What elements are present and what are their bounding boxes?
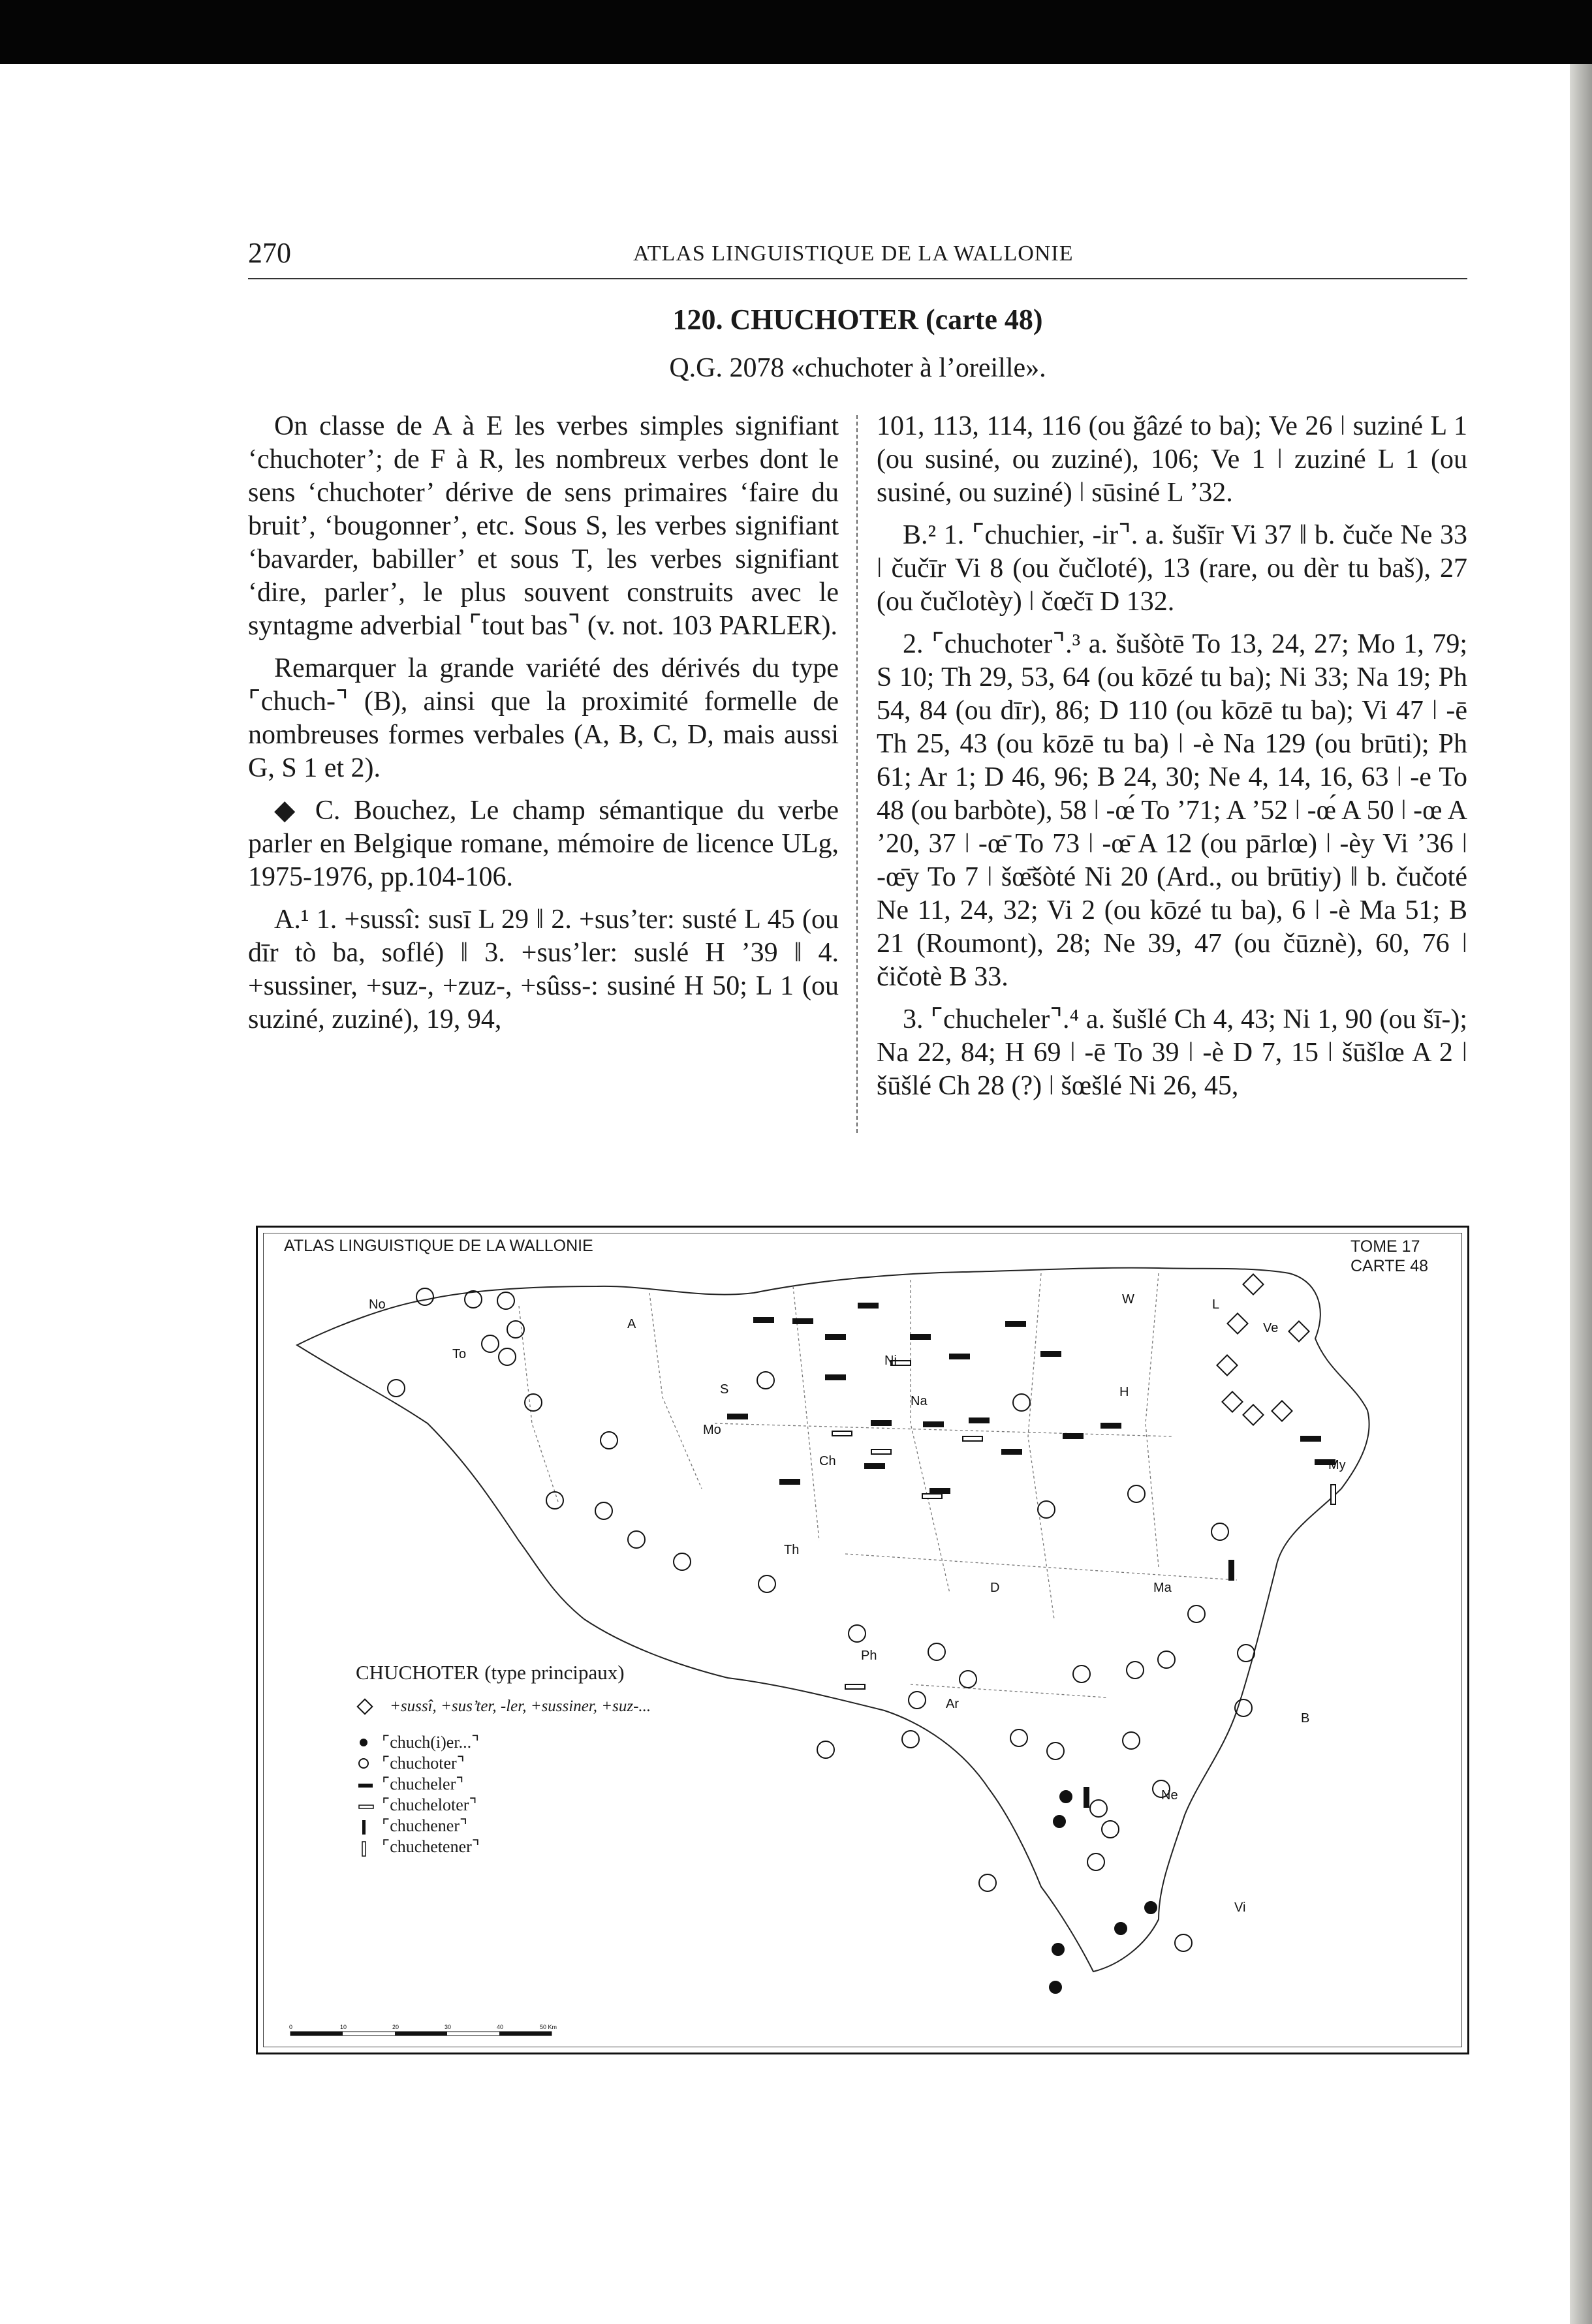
chuchoter-symbol [817,1741,834,1758]
paragraph: ◆ C. Bouchez, Le champ sémantique du verbe parler en Belgique romane, mémoire de licence ULg, 1975-1976, pp.104-106. [248,796,839,892]
chuchoter-symbol [1102,1821,1119,1838]
chucheler-symbol [1041,1352,1061,1356]
chuchoter-symbol [757,1372,774,1389]
chuch-ier-symbol [1054,1816,1065,1827]
chuchoter-symbol [849,1625,866,1642]
dialect-map [256,1226,1469,2054]
chuchoter-symbol [1188,1605,1205,1622]
legend-label: ⌜chuchetener⌝ [382,1837,480,1856]
region-label: Ni [884,1354,897,1368]
chuchener-symbol [1084,1788,1089,1807]
legend-label: ⌜chucheler⌝ [382,1774,464,1793]
chuch-ier-symbol [1052,1944,1064,1955]
chuchoter-symbol [465,1291,482,1308]
paragraph: Remarquer la grande variété des dérivés du type ⌜chuch-⌝ (B), ainsi que la proximité formelle de nombreuses formes verbales (A, B, C, D, mais aussi G, S 1 et 2). [248,653,839,783]
scale-tick-label: 40 [497,2024,504,2030]
chuchoter-symbol [1123,1732,1140,1749]
legend-item [356,1754,651,1774]
chuchoter-symbol [525,1394,542,1411]
scan-top-band [0,0,1592,64]
legend-label: ⌜chuchoter⌝ [382,1754,465,1773]
paragraph: A.¹ 1. +sussî: susī L 29 ‖ 2. +sus’ter: susté L 45 (ou dīr tò ba, soflé) ‖ 3. +sus’ler: suslé H ’39 ‖ 4. +sussiner, +suz-, +zuz-, +sûss-: susiné H 50; L 1 (ou suziné, zuziné), 19, 94, [248,905,839,1034]
map-scale-bar [288,2022,562,2041]
vertical-bar-icon [358,1820,373,1837]
chuchoter-symbol [1158,1651,1175,1668]
chucheloter-symbol [963,1436,982,1441]
sussi-diamond-symbol [1243,1274,1263,1294]
chuchoter-symbol [1087,1853,1104,1870]
chuchoter-symbol [1128,1485,1145,1502]
carte-label: CARTE 48 [1350,1257,1428,1275]
column-separator [856,415,858,1133]
chuchoter-symbol [979,1874,996,1891]
region-label: Th [784,1543,800,1557]
open-bar-icon [358,1799,375,1814]
sussi-diamond-symbol [1272,1401,1292,1421]
region-label: Ph [861,1649,877,1663]
chuchoter-symbol [902,1731,919,1748]
chuchoter-symbol [758,1575,775,1592]
region-label: My [1328,1458,1346,1472]
region-label: W [1122,1292,1134,1307]
legend-label: +sussî, +sus’ter, -ler, +sussiner, +suz-... [390,1697,651,1715]
legend-item [356,1837,651,1858]
chuchener-symbol [1229,1560,1234,1580]
legend-item [356,1816,651,1837]
chuch-ier-symbol [1060,1791,1072,1803]
region-label: Mo [703,1423,721,1437]
chucheler-symbol [1301,1436,1320,1441]
article-title: 120. CHUCHOTER (carte 48) [672,303,1043,335]
chuch-ier-symbol [1050,1981,1061,1993]
chucheler-symbol [865,1464,884,1468]
legend-title: CHUCHOTER (type principaux) [356,1661,625,1684]
open-circle-icon [358,1758,373,1772]
chuchoter-symbol [909,1692,926,1709]
chuchoter-symbol [507,1321,524,1338]
legend-label: ⌜chuchener⌝ [382,1816,468,1835]
chuchoter-symbol [595,1502,612,1519]
scale-tick-label: 50 Km [540,2024,557,2030]
chuchoter-symbol [546,1492,563,1509]
region-label: Ve [1263,1321,1279,1335]
chuch-ier-symbol [1145,1902,1157,1913]
chuchoter-symbol [1073,1666,1090,1682]
chucheler-symbol [911,1335,930,1339]
thick-bar-icon [358,1778,375,1793]
chucheler-symbol [826,1335,845,1339]
chucheler-symbol [950,1354,969,1359]
chuchoter-symbol [1038,1501,1055,1518]
region-label: Ne [1161,1788,1178,1803]
chucheler-symbol [1063,1434,1083,1438]
region-label: Ma [1153,1581,1172,1595]
legend-item [356,1697,651,1718]
chucheler-symbol [793,1319,813,1324]
question-reference: Q.G. 2078 «chuchoter à l’oreille». [669,353,1046,383]
scale-tick-label: 10 [340,2024,347,2030]
chuchoter-symbol [1238,1645,1255,1662]
region-label: S [720,1382,729,1397]
page-number: 270 [248,237,291,269]
chucheloter-symbol [845,1684,865,1689]
wallonia-outline [297,1268,1369,1972]
region-label: A [627,1317,636,1331]
region-label: B [1301,1711,1310,1726]
right-column [877,410,1467,1112]
region-label: Vi [1234,1900,1246,1915]
map-drawing [258,1228,1467,2053]
region-label: L [1212,1297,1220,1312]
chuchoter-symbol [601,1432,617,1449]
paragraph: 2. ⌜chuchoter⌝.³ a. šušòtē To 13, 24, 27; Mo 1, 79; S 10; Th 29, 53, 64 (ou kōzé tu ba); Ni 33; Na 19; Ph 54, 84 (ou dīr), 86; D 110 (ou kōzē tu ba); Vi 47 ǀ -ē Th 25, 43 (ou kōzē tu ba) ǀ -è Na 129 (ou brūti); Ph 61; Ar 1; D 46, 96; B 24, 30; Ne 4, 14, 16, 63 ǀ -e To 48 (ou barbòte), 58 ǀ -œ́ To ’71; A ’52 ǀ -œ́ A 50 ǀ -œ A ’20, 37 ǀ -œ̄ To 73 ǀ -œ̄ A 12 (ou pārlœ) ǀ -èy Vi ’36 ǀ -œ̄y To 7 ǀ šœ̄šòté Ni 20 (Ard., ou brūtiy) ‖ b. čučoté Ne 11, 24, 32; Vi 2 (ou kōzé tu ba), 6 ǀ -è Ma 51; B 21 (Roumont), 28; Ne 39, 47 (ou čūznè), 60, 76 ǀ čičotè B 33. [877,629,1467,992]
chucheler-symbol [858,1303,878,1308]
internal-boundaries [519,1273,1237,1697]
chuchoter-symbol [416,1288,433,1305]
chuchoter-symbol [1010,1729,1027,1746]
page-edge-shadow [1570,64,1592,2324]
sussi-diamond-symbol [1217,1355,1237,1375]
chucheler-symbol [728,1414,747,1419]
region-label: Ch [819,1454,836,1468]
region-label: H [1119,1385,1129,1399]
open-vertical-bar-icon [358,1841,373,1858]
chucheloter-symbol [922,1494,942,1498]
chuchoter-symbol [388,1380,405,1397]
running-header [248,236,1467,273]
sussi-diamond-symbol [1222,1391,1242,1412]
chuch-ier-symbol [1115,1923,1127,1934]
legend-item [356,1733,651,1754]
chuchoter-symbol [960,1671,976,1688]
map-legend [356,1661,651,1858]
diamond-icon [356,1697,374,1716]
legend-item [356,1795,651,1816]
left-column [248,410,839,1046]
paragraph: 3. ⌜chucheler⌝.⁴ a. šušlé Ch 4, 43; Ni 1, 90 (ou šī-); Na 22, 84; H 69 ǀ -ē To 39 ǀ -è D 7, 15 ǀ šūšlœ A 2 ǀ šūšlé Ch 28 (?) ǀ šœšlé Ni 26, 45, [877,1004,1467,1101]
tome-label: TOME 17 [1350,1237,1420,1256]
running-title: ATLAS LINGUISTIQUE DE LA WALLONIE [633,241,1074,266]
region-label: D [990,1581,1000,1595]
chucheler-symbol [1101,1423,1121,1428]
region-label: To [452,1347,467,1361]
map-symbols [388,1274,1335,1993]
legend-label: ⌜chuch(i)er...⌝ [382,1733,480,1752]
chucheler-symbol [1006,1322,1025,1326]
chuchoter-symbol [1047,1743,1064,1759]
chuchoter-symbol [928,1643,945,1660]
legend-item [356,1774,651,1795]
chucheler-symbol [969,1418,989,1423]
scale-tick-label: 20 [392,2024,399,2030]
paragraph: 101, 113, 114, 116 (ou ğâzé to ba); Ve 26 ǀ suziné L 1 (ou susiné, ou zuziné), 106; Ve 1 ǀ zuziné L 1 (ou susiné, ou suziné) ǀ sūsiné L ’32. [877,411,1467,508]
chuchoter-symbol [499,1348,516,1365]
chucheler-symbol [1002,1449,1022,1454]
chucheler-symbol [924,1422,943,1427]
paragraph: On classe de A à E les verbes simples signifiant ‘chuchoter’; de F à R, les nombreux verbes dont le sens ‘chuchoter’ dérive de sens primaires ‘faire du bruit’, ‘bougonner’, etc. Sous S, les verbes signifiant ‘bavarder, babiller’ et sous T, les verbes signifiant ‘dire, parler’, le plus souvent construits avec le syntagme adverbial ⌜tout bas⌝ (v. not. 103 PARLER). [248,411,839,641]
region-label: Na [911,1394,928,1408]
sussi-diamond-symbol [1243,1404,1263,1425]
chuchoter-symbol [628,1531,645,1548]
sussi-diamond-symbol [1288,1321,1309,1341]
chucheloter-symbol [871,1449,891,1454]
scale-tick-label: 30 [445,2024,452,2030]
chucheler-symbol [780,1480,800,1484]
map-header: ATLAS LINGUISTIQUE DE LA WALLONIE [284,1237,593,1255]
chucheler-symbol [930,1489,950,1493]
chucheler-symbol [871,1421,891,1425]
chuchoter-symbol [1090,1800,1107,1817]
chuchoter-symbol [482,1335,499,1352]
region-label: Ar [946,1697,959,1711]
chuchoter-symbol [1127,1662,1144,1679]
chuchoter-symbol [1175,1934,1192,1951]
chuchoter-symbol [497,1292,514,1309]
chuchoter-symbol [674,1553,691,1570]
chuchetener-symbol [1331,1485,1335,1504]
chucheler-symbol [826,1375,845,1380]
chuchoter-symbol [1211,1523,1228,1540]
sussi-diamond-symbol [1227,1313,1247,1333]
header-rule [248,278,1467,279]
chuchoter-symbol [1013,1394,1030,1411]
paragraph: B.² 1. ⌜chuchier, -ir⌝. a. šušīr Vi 37 ‖ b. čuče Ne 33 ǀ čučīr Vi 8 (ou čučloté), 13 (rare, ou dèr tu baš), 27 (ou čučlotèy) ǀ čœčī D 132. [877,520,1467,617]
chucheloter-symbol [832,1431,852,1436]
scale-tick-label: 0 [289,2024,293,2030]
legend-label: ⌜chucheloter⌝ [382,1795,477,1814]
filled-circle-icon [358,1737,373,1751]
chucheler-symbol [754,1318,773,1322]
region-label: No [369,1297,386,1312]
